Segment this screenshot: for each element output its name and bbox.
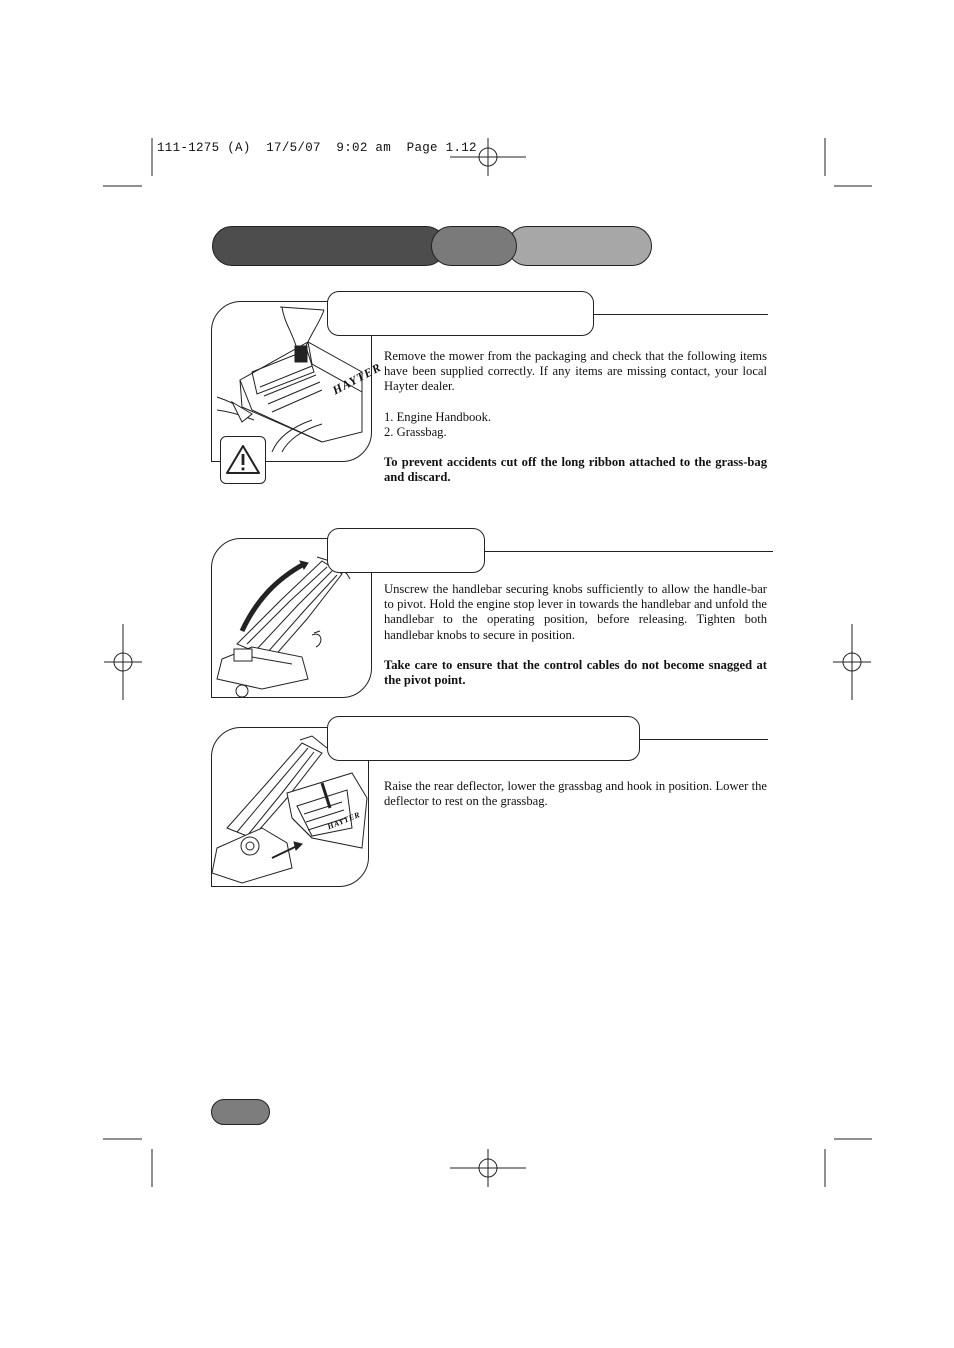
section-3-title-pill (327, 716, 640, 761)
section-1-title-pill (327, 291, 594, 336)
section-3-text (384, 779, 767, 824)
hayter-label-1: HAYTER (330, 359, 384, 398)
section-2-paragraph: Unscrew the handlebar securing knobs sufficiently to allow the handle-bar to pivot. Hold the engine stop lever in towards the handlebar and unfold the handlebar to the operating position, before releasing. Tighten both handlebar knobs to secure in position. (384, 582, 767, 642)
section-2-text (384, 582, 767, 703)
section-3-paragraph: Raise the rear deflector, lower the grassbag and hook in position. Lower the deflector to rest on the grassbag. (384, 779, 767, 809)
hayter-label-2: HAYTER (326, 810, 362, 832)
page-number-pill (211, 1099, 270, 1125)
section-1-title-rule (594, 314, 768, 315)
header-tab-mid (431, 226, 517, 266)
section-1-warning: To prevent accidents cut off the long ribbon attached to the grass-bag and discard. (384, 455, 767, 485)
list-item-engine-handbook: 1. Engine Handbook. (384, 409, 492, 424)
section-2-warning: Take care to ensure that the control cables do not become snagged at the pivot point. (384, 657, 767, 688)
warning-sign-box (220, 436, 266, 484)
print-slug-line: 111-1275 (A) 17/5/07 9:02 am Page 1.12 (157, 141, 477, 155)
header-tab-light (507, 226, 652, 266)
warning-icon (221, 437, 265, 483)
section-2-title-pill (327, 528, 485, 573)
header-tab-dark (212, 226, 446, 266)
section-3-title-rule (640, 739, 768, 740)
section-1-paragraph: Remove the mower from the packaging and check that the following items have been supplied correctly. If any items are missing contact, your local Hayter dealer. (384, 349, 767, 394)
section-1-text (384, 349, 767, 500)
section-2-title-rule (485, 551, 773, 552)
list-item-grassbag: 2. Grassbag. (384, 424, 447, 439)
